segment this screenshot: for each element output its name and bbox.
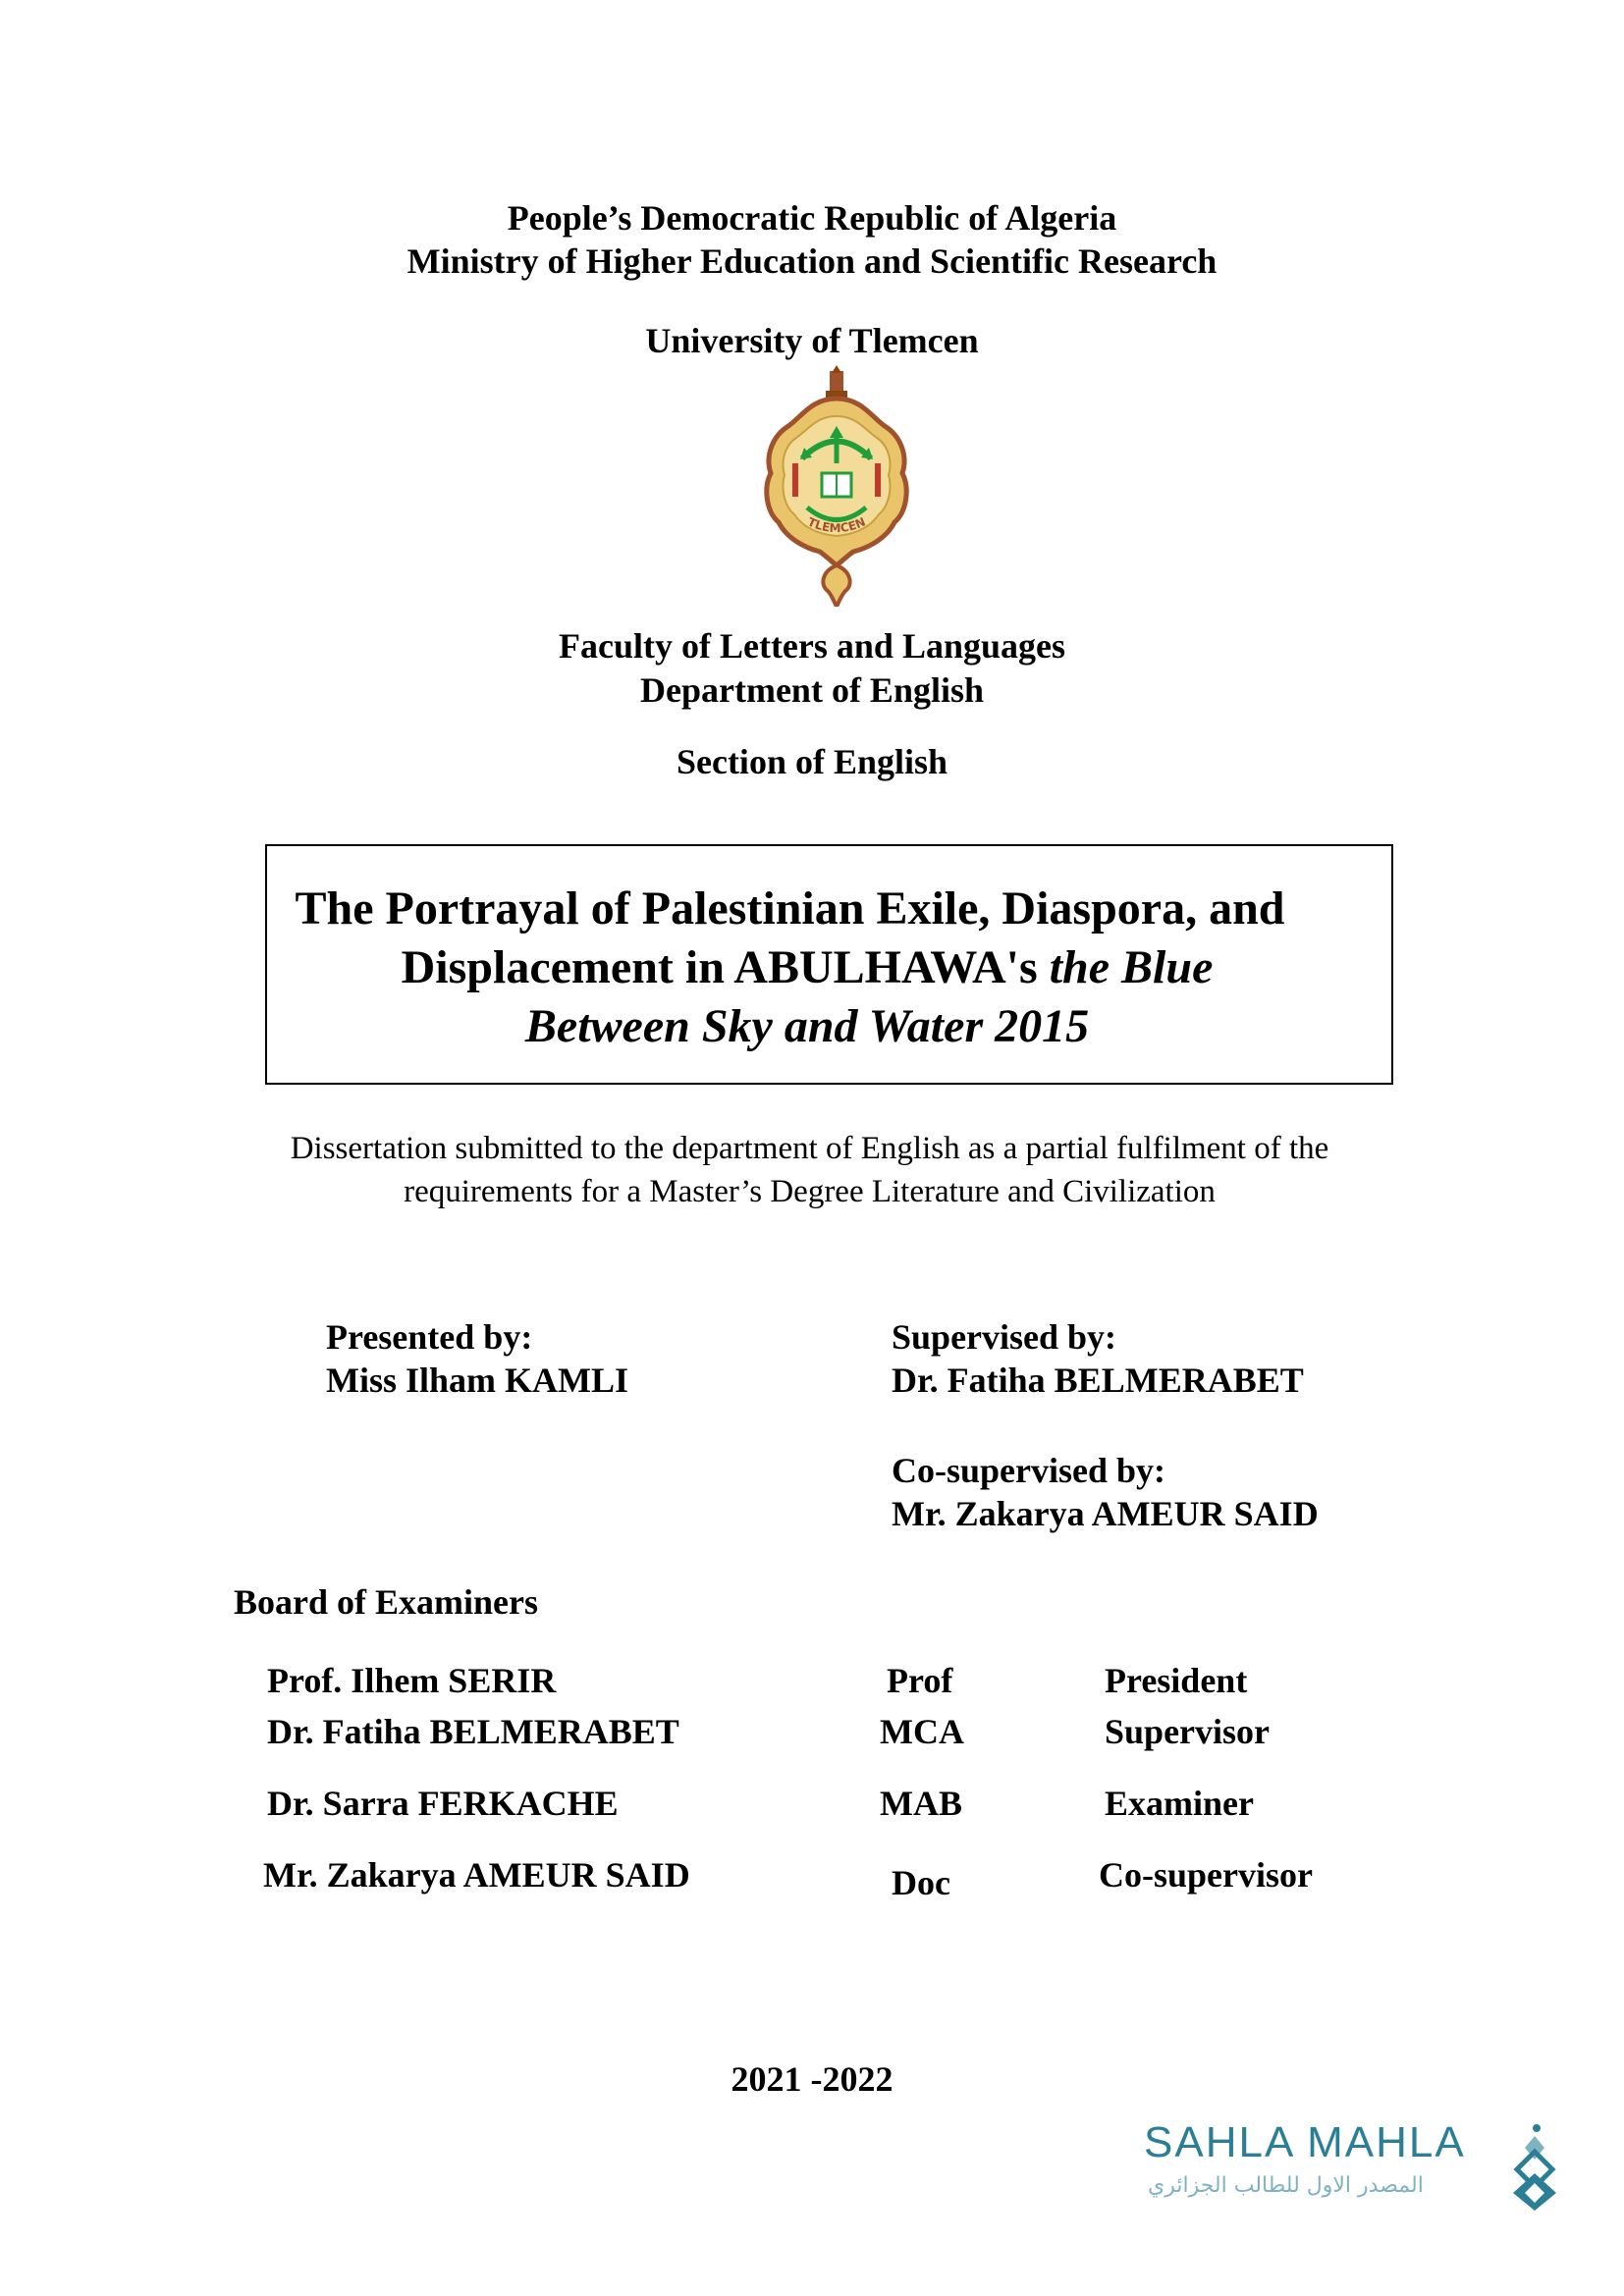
presented-by-label: Presented by:: [326, 1317, 533, 1357]
thesis-title-line-2-italic: the Blue: [1049, 941, 1214, 993]
board-member-name: Prof. Ilhem SERIR: [267, 1661, 557, 1700]
co-supervised-by-label: Co-supervised by:: [892, 1451, 1166, 1490]
board-member-name: Dr. Sarra FERKACHE: [267, 1784, 619, 1823]
board-member-name: Dr. Fatiha BELMERABET: [267, 1712, 679, 1751]
sahla-mahla-brand: SAHLA MAHLA: [1144, 2118, 1466, 2166]
submission-line-2: requirements for a Master’s Degree Literature and Civilization: [404, 1174, 1216, 1209]
board-member-grade: MAB: [880, 1784, 962, 1823]
sahla-mahla-tagline: المصدر الاول للطالب الجزائري: [1148, 2173, 1424, 2198]
academic-year: 2021 -2022: [731, 2059, 893, 2099]
co-supervised-by-name: Mr. Zakarya AMEUR SAID: [892, 1494, 1319, 1533]
header-ministry: Ministry of Higher Education and Scientific Research: [406, 241, 1218, 281]
supervised-by-label: Supervised by:: [892, 1317, 1117, 1357]
presented-by-name: Miss Ilham KAMLI: [326, 1361, 629, 1400]
board-member-role: President: [1105, 1661, 1248, 1700]
header-university: University of Tlemcen: [645, 321, 979, 360]
department-name: Department of English: [640, 670, 984, 710]
board-member-name: Mr. Zakarya AMEUR SAID: [263, 1855, 690, 1895]
board-member-role: Co-supervisor: [1099, 1855, 1313, 1895]
university-seal-icon: [763, 365, 910, 607]
board-heading: Board of Examiners: [234, 1582, 538, 1622]
thesis-title-line-2-regular: Displacement in ABULHAWA's: [401, 941, 1050, 993]
supervised-by-name: Dr. Fatiha BELMERABET: [892, 1361, 1304, 1400]
header-country: People’s Democratic Republic of Algeria: [507, 198, 1117, 238]
board-member-grade: Doc: [892, 1863, 950, 1902]
board-member-role: Supervisor: [1105, 1712, 1271, 1751]
board-member-grade: MCA: [880, 1712, 964, 1751]
board-member-role: Examiner: [1105, 1784, 1254, 1823]
thesis-title-line-2: [267, 940, 1391, 995]
thesis-title-box: [265, 844, 1393, 1085]
submission-line-1: Dissertation submitted to the department of English as a partial fulfilment of the: [290, 1131, 1329, 1166]
sahla-mahla-logo-icon: [1505, 2122, 1564, 2211]
thesis-title-line-3: Between Sky and Water 2015: [524, 1000, 1090, 1052]
board-member-grade: Prof: [887, 1661, 953, 1700]
svg-text:TLEMCEN: TLEMCEN: [805, 514, 868, 536]
section-name: Section of English: [676, 742, 948, 781]
faculty-name: Faculty of Letters and Languages: [559, 626, 1065, 666]
sahla-mahla-watermark: [1144, 2118, 1566, 2212]
thesis-title-line-1: The Portrayal of Palestinian Exile, Diaspora, and: [295, 882, 1285, 934]
